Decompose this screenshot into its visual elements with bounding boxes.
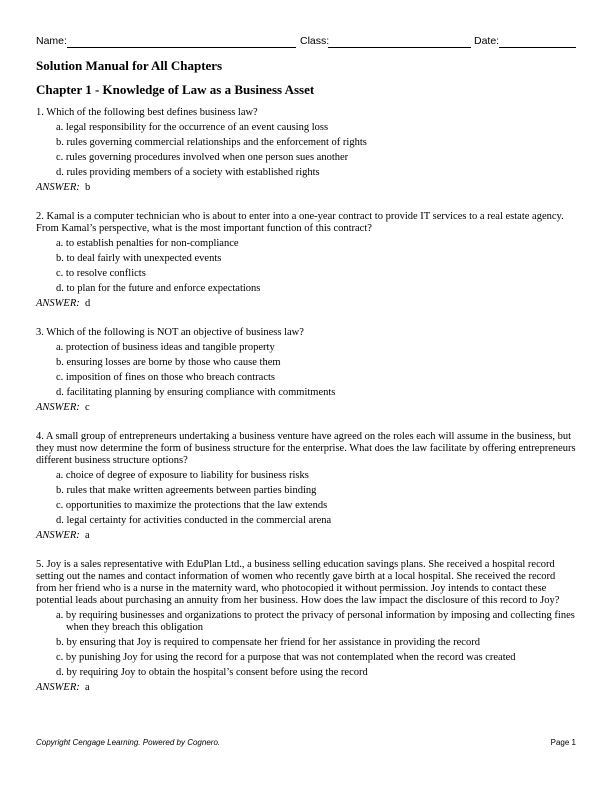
class-label: Class:	[300, 35, 330, 47]
option-a: a. protection of business ideas and tangible property	[56, 342, 275, 353]
option-b: b. rules governing commercial relationships and the enforcement of rights	[56, 137, 367, 148]
name-blank	[67, 47, 296, 48]
question-5	[36, 559, 576, 694]
option-a: a. to establish penalties for non-compliance	[56, 238, 239, 249]
option-a: a. by requiring businesses and organizations to protect the privacy of personal information by imposing and collecting fines when they breach this obligation	[56, 610, 575, 633]
question-1	[36, 107, 576, 194]
answer-label: ANSWER:	[36, 182, 80, 193]
answer-line	[36, 402, 576, 414]
document-title: Solution Manual for All Chapters	[36, 58, 223, 73]
copyright-notice: Copyright Cengage Learning. Powered by Cognero.	[36, 738, 221, 747]
option-c: c. by punishing Joy for using the record for a purpose that was not contemplated when the record was created	[56, 652, 516, 663]
question-list	[36, 107, 576, 711]
question-stem: 2. Kamal is a computer technician who is about to enter into a one-year contract to provide IT services to a real estate agency. From Kamal’s perspective, what is the most important function of this contract?	[36, 211, 564, 234]
date-blank	[499, 47, 576, 48]
option-d: d. by requiring Joy to obtain the hospital’s consent before using the record	[56, 667, 368, 678]
question-2	[36, 211, 576, 310]
option-d: d. legal certainty for activities conducted in the commercial arena	[56, 515, 332, 526]
answer-value: b	[85, 182, 91, 193]
answer-line	[36, 298, 576, 310]
option-b: b. to deal fairly with unexpected events	[56, 253, 222, 264]
student-info-header	[36, 35, 576, 51]
answer-line	[36, 530, 576, 542]
chapter-heading: Chapter 1 - Knowledge of Law as a Business Asset	[36, 82, 315, 97]
question-stem: 3. Which of the following is NOT an objective of business law?	[36, 327, 304, 338]
answer-value: a	[85, 682, 90, 693]
answer-label: ANSWER:	[36, 402, 80, 413]
question-stem: 1. Which of the following best defines business law?	[36, 107, 258, 118]
name-label: Name:	[36, 35, 67, 47]
answer-label: ANSWER:	[36, 298, 80, 309]
answer-label: ANSWER:	[36, 682, 80, 693]
option-c: c. rules governing procedures involved when one person sues another	[56, 152, 349, 163]
question-stem: 4. A small group of entrepreneurs undertaking a business venture have agreed on the roles each will assume in the business, but they must now determine the form of business structure for the enterprise. What does the law facilitate by offering entrepreneurs different business structure options?	[36, 431, 576, 466]
answer-line	[36, 182, 576, 194]
answer-line	[36, 682, 576, 694]
option-d: d. to plan for the future and enforce expectations	[56, 283, 261, 294]
class-blank	[328, 47, 471, 48]
question-3	[36, 327, 576, 414]
date-label: Date:	[474, 35, 500, 47]
option-b: b. by ensuring that Joy is required to compensate her friend for her assistance in providing the record	[56, 637, 480, 648]
page-footer	[36, 738, 576, 750]
option-a: a. choice of degree of exposure to liability for business risks	[56, 470, 309, 481]
answer-value: c	[85, 402, 90, 413]
option-a: a. legal responsibility for the occurrence of an event causing loss	[56, 122, 329, 133]
question-stem: 5. Joy is a sales representative with EduPlan Ltd., a business selling education savings plans. She received a hospital record setting out the names and contact information of women who recently gave birth at a local hospital. She received the record from her friend who is a nurse in the maternity ward, who photocopied it without permission. Joy intends to contact these potential leads about purchasing an annuity from her business. How does the law impact the disclosure of this record to Joy?	[36, 559, 560, 606]
option-d: d. rules providing members of a society with established rights	[56, 167, 320, 178]
option-c: c. imposition of fines on those who breach contracts	[56, 372, 275, 383]
question-4	[36, 431, 576, 542]
option-b: b. ensuring losses are borne by those who cause them	[56, 357, 281, 368]
answer-value: a	[85, 530, 90, 541]
page-number: Page 1	[550, 738, 576, 747]
option-c: c. opportunities to maximize the protections that the law extends	[56, 500, 328, 511]
option-b: b. rules that make written agreements between parties binding	[56, 485, 317, 496]
option-d: d. facilitating planning by ensuring compliance with commitments	[56, 387, 336, 398]
option-c: c. to resolve conflicts	[56, 268, 146, 279]
answer-label: ANSWER:	[36, 530, 80, 541]
answer-value: d	[85, 298, 91, 309]
